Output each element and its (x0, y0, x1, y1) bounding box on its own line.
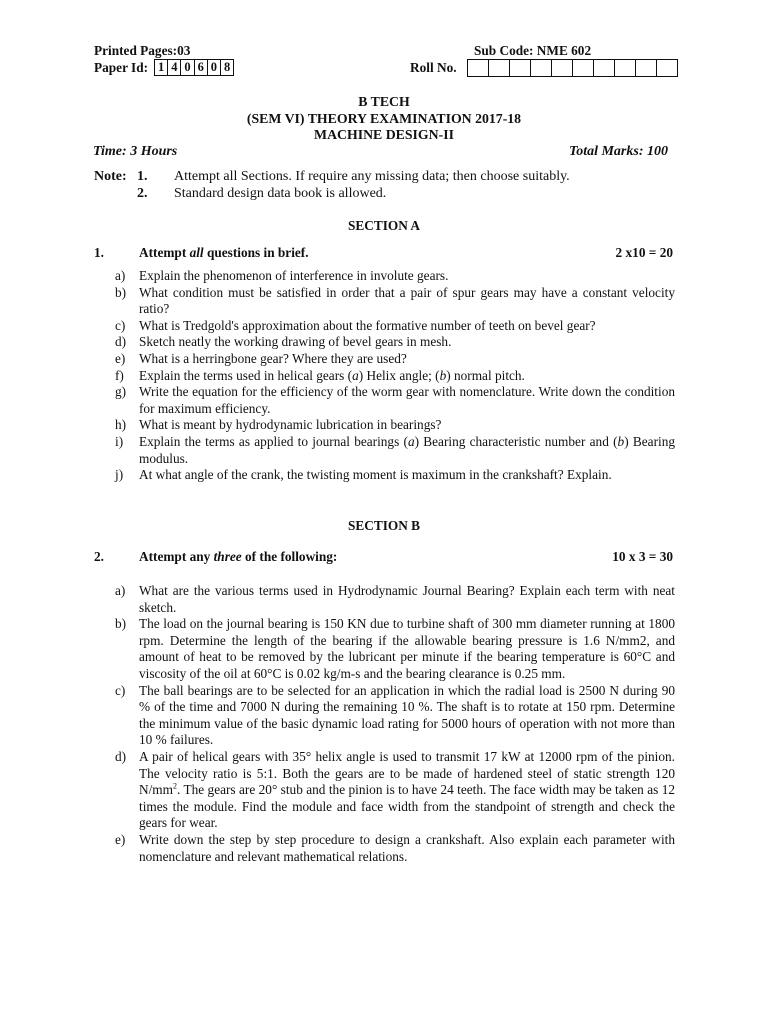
roll-no-box[interactable] (636, 59, 657, 77)
roll-number (410, 59, 678, 77)
title-degree: B TECH (358, 94, 410, 109)
roll-no-label: Roll No. (410, 60, 457, 75)
list-item: d) Sketch neatly the working drawing of bevel gears in mesh. (115, 334, 452, 350)
roll-no-box[interactable] (615, 59, 636, 77)
note-number: 1. (137, 169, 148, 184)
paper-id-digit: 4 (168, 59, 181, 76)
list-item: a) What are the various terms used in Hydrodynamic Journal Bearing? Explain each term with neat sketch. (115, 583, 675, 615)
question-number: 2. (94, 549, 104, 564)
list-item: c) The ball bearings are to be selected for an application in which the radial load is 2500 N during 90 % of the time and 7000 N during the remaining 10 %. The shaft is to rotate at 150 rpm. Determine the minimum value of the basic dynamic load rating for 5000 hours of operation with not more than 10 % failures. (115, 682, 675, 748)
list-item: g) Write the equation for the efficiency of the worm gear with nomenclature. Write down the condition for maximum efficiency. (115, 384, 675, 416)
list-item: f) Explain the terms used in helical gears (a) Helix angle; (b) normal pitch. (115, 367, 525, 383)
section-b-items (115, 583, 675, 865)
exam-time: Time: 3 Hours (93, 144, 178, 159)
list-item: a) Explain the phenomenon of interference in involute gears. (115, 268, 449, 283)
note-text: Standard design data book is allowed. (174, 186, 387, 201)
roll-no-box[interactable] (657, 59, 678, 77)
list-item: b) The load on the journal bearing is 150 KN due to turbine shaft of 300 mm diameter running at 1800 rpm. Determine the length of the bearing if the allowable bearing pressure is 1.6 N/mm2, and amount of heat to be removed by the lubricant per minute if the bearing temperature is 60°C and viscosity of the oil at 60°C is 0.02 kg/m-s and the bearing clearance is 0.25 mm. (115, 616, 675, 681)
section-a-items (115, 268, 675, 484)
question-number: 1. (94, 245, 104, 260)
list-item: c) What is Tredgold's approximation about the formative number of teeth on bevel gear? (115, 317, 596, 333)
roll-no-box[interactable] (594, 59, 615, 77)
paper-id (94, 59, 234, 76)
question-marks: 10 x 3 = 30 (612, 549, 673, 564)
total-marks: Total Marks: 100 (568, 144, 668, 159)
roll-no-box[interactable] (489, 59, 510, 77)
list-item: d) A pair of helical gears with 35° helix angle is used to transmit 17 kW at 12000 rpm of the pinion. The velocity ratio is 5:1. Both the gears are to be made of hardened steel of static strength 120 $N/mm^2$. The gears are 20° stub and the pinion is to have 24 teeth. The face width may be taken as 12 times the module. Find the module and face width from the standpoint of strength and check the gears for wear. (115, 748, 675, 831)
paper-id-digit: 8 (221, 59, 234, 76)
paper-id-digit: 0 (208, 59, 221, 76)
title-subject: MACHINE DESIGN-II (314, 127, 454, 142)
list-item: j) At what angle of the crank, the twisting moment is maximum in the crankshaft? Explain. (115, 467, 612, 483)
roll-no-box[interactable] (510, 59, 531, 77)
exam-title (0, 94, 768, 144)
question-instruction: Attempt any three of the following: (139, 549, 338, 564)
paper-id-boxes (154, 59, 234, 76)
paper-id-digit: 0 (181, 59, 194, 76)
note-text: Attempt all Sections. If require any missing data; then choose suitably. (174, 169, 570, 184)
section-a-heading: SECTION A (347, 218, 421, 233)
list-item: b) What condition must be satisfied in order that a pair of spur gears may have a constant velocity ratio? (115, 284, 675, 317)
note-label: Note: (94, 169, 127, 184)
subject-code: Sub Code: NME 602 (474, 43, 592, 58)
list-item: e) What is a herringbone gear? Where they are used? (115, 350, 407, 366)
roll-no-boxes[interactable] (467, 59, 678, 77)
note-number: 2. (137, 186, 148, 201)
roll-no-box[interactable] (531, 59, 552, 77)
printed-pages: Printed Pages:03 (94, 43, 191, 58)
question-instruction: Attempt all questions in brief. (139, 245, 309, 260)
section-b-heading: SECTION B (347, 518, 421, 533)
title-exam: (SEM VI) THEORY EXAMINATION 2017-18 (246, 110, 522, 126)
paper-id-digit: 1 (154, 59, 168, 76)
paper-id-label: Paper Id: (94, 59, 149, 75)
list-item: h) What is meant by hydrodynamic lubrication in bearings? (115, 417, 442, 433)
roll-no-box[interactable] (573, 59, 594, 77)
roll-no-box[interactable] (552, 59, 573, 77)
list-item: e) Write down the step by step procedure to design a crankshaft. Also explain each parameter with nomenclature and relevant mathematical relations. (115, 831, 675, 864)
list-item: i) Explain the terms as applied to journal bearings (a) Bearing characteristic number and (b) Bearing modulus. (115, 433, 675, 466)
roll-no-box[interactable] (467, 59, 489, 77)
question-marks: 2 x10 = 20 (615, 245, 673, 260)
paper-id-digit: 6 (195, 59, 208, 76)
